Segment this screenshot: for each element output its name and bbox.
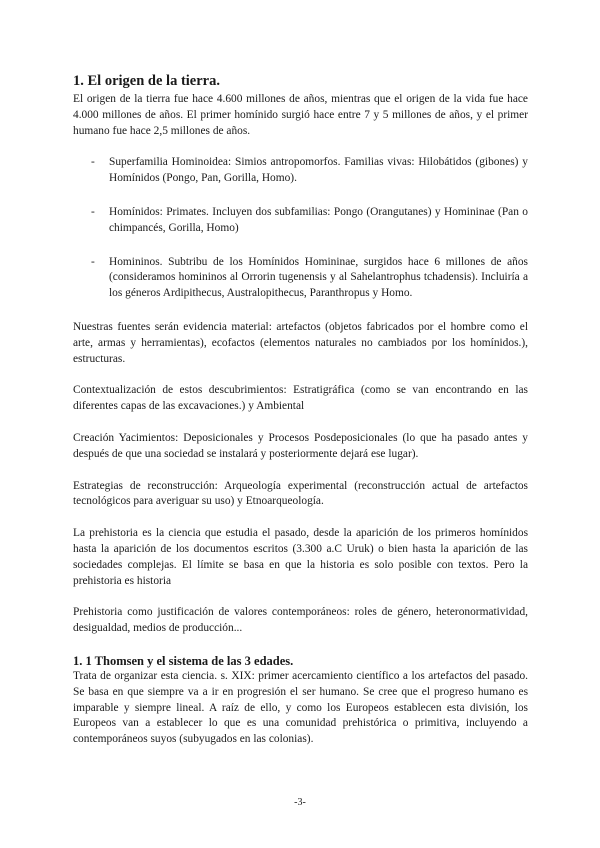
list-item <box>73 205 528 237</box>
spacer <box>73 589 528 605</box>
spacer <box>73 463 528 479</box>
spacer <box>73 415 528 431</box>
list-item <box>73 255 528 302</box>
document-page <box>73 73 528 748</box>
spacer <box>73 637 528 653</box>
paragraph-context: Contextualización de estos descubrimientos: Estratigráfica (como se van encontrando en las diferentes capas de las excavaciones.) y Ambiental <box>73 384 528 413</box>
list-item-text: Homínidos: Primates. Incluyen dos subfamilias: Pongo (Orangutanes) y Homininae (Pan o chimpancés, Gorilla, Homo) <box>109 205 528 234</box>
bullet-list <box>73 155 528 302</box>
paragraph-strategies: Estrategias de reconstrucción: Arqueología experimental (reconstrucción actual de artefactos tecnológicos para averiguar su uso) y Etnoarqueología. <box>73 479 528 508</box>
list-item <box>73 155 528 187</box>
page-number: -3- <box>294 797 306 808</box>
subsection-title: 1. 1 Thomsen y el sistema de las 3 edades. <box>73 653 294 668</box>
section-title: 1. El origen de la tierra. <box>73 73 220 89</box>
list-item-text: Superfamilia Hominoidea: Simios antropomorfos. Familias vivas: Hilobátidos (gibones) y Homínidos (Pongo, Pan, Gorilla, Homo). <box>109 156 528 185</box>
subsection-paragraph: Trata de organizar esta ciencia. s. XIX: primer acercamiento científico a los artefactos del pasado. Se basa en que siempre va a ir en progresión el ser humano. Se cree que el progreso humano es imparable y siempre lineal. A raíz de ello, y como los Europeos establecen esta división, los Europeos van a establecer lo que es una comunidad prehistórica o primitiva, incluyendo a contemporáneos suyos (subyugados en las colonias). <box>73 669 528 746</box>
paragraph-values: Prehistoria como justificación de valores contemporáneos: roles de género, heteronormatividad, desigualdad, medios de producción... <box>73 606 528 635</box>
spacer <box>73 139 528 155</box>
bullet-marker: - <box>91 156 95 169</box>
paragraph-prehistory: La prehistoria es la ciencia que estudia el pasado, desde la aparición de los primeros homínidos hasta la aparición de los documentos escritos (3.300 a.C Uruk) o bien hasta la aparición de las sociedades complejas. El límite se basa en que la historia es solo posible con textos. Pero la prehistoria es historia <box>73 527 528 587</box>
intro-paragraph: El origen de la tierra fue hace 4.600 millones de años, mientras que el origen de la vida fue hace 4.000 millones de años. El primer homínido surgió hace entre 7 y 5 millones de años, y el primer humano fue hace 2,5 millones de años. <box>73 93 528 137</box>
list-item-text: Homininos. Subtribu de los Homínidos Homininae, surgidos hace 6 millones de años (consideramos homininos al Orrorin tugenensis y al Sahelantrophus tchadensis). Incluiría a los géneros Ardipithecus, Australopithecus, Paranthropus y Homo. <box>109 255 528 300</box>
bullet-marker: - <box>91 205 95 218</box>
spacer <box>73 367 528 383</box>
paragraph-sources: Nuestras fuentes serán evidencia material: artefactos (objetos fabricados por el hombre como el arte, armas y herramientas), ecofactos (elementos naturales no cambiados por los homínidos.), estructuras. <box>73 320 528 365</box>
spacer <box>73 510 528 526</box>
paragraph-sites: Creación Yacimientos: Deposicionales y Procesos Posdeposicionales (lo que ha pasado antes y después de que una sociedad se instalará y posteriormente dejará ese lugar). <box>73 431 528 460</box>
bullet-marker: - <box>91 255 95 268</box>
